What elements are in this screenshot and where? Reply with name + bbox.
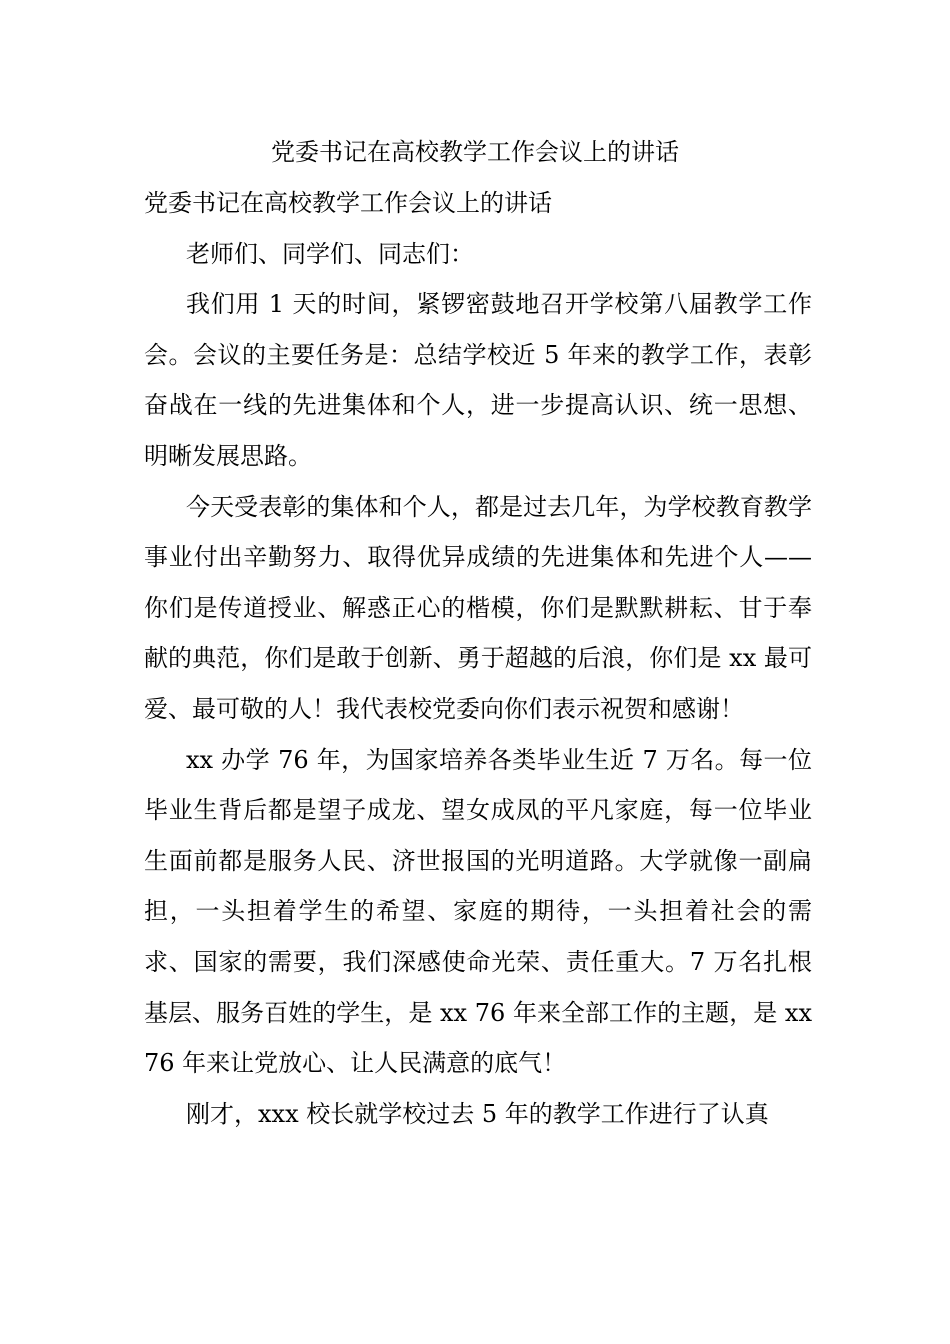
body-heading: 党委书记在高校教学工作会议上的讲话 bbox=[144, 189, 552, 217]
body-paragraph: xx 办学 76 年，为国家培养各类毕业生近 7 万名。每一位毕业生背后都是望子成龙、望女成凤的平凡家庭，每一位毕业生面前都是服务人民、济世报国的光明道路。大学就像一副扁担，一头担着学生的希望、家庭的期待，一头担着社会的需求、国家的需要，我们深感使命光荣、责任重大。7 万名扎根基层、服务百姓的学生，是 xx 76 年来全部工作的主题，是 xx 76 年来让党放心、让人民满意的底气！ bbox=[144, 745, 812, 1078]
salutation-paragraph: 老师们、同学们、同志们： bbox=[186, 239, 474, 268]
document-title: 党委书记在高校教学工作会议上的讲话 bbox=[271, 138, 679, 166]
body-paragraph: 刚才，xxx 校长就学校过去 5 年的教学工作进行了认真 bbox=[186, 1099, 769, 1128]
body-paragraph: 我们用 1 天的时间，紧锣密鼓地召开学校第八届教学工作会。会议的主要任务是：总结学校近 5 年来的教学工作，表彰奋战在一线的先进集体和个人，进一步提高认识、统一思想、明晰发展思路。 bbox=[144, 290, 812, 470]
body-paragraph: 今天受表彰的集体和个人，都是过去几年，为学校教育教学事业付出辛勤努力、取得优异成绩的先进集体和先进个人——你们是传道授业、解惑正心的楷模，你们是默默耕耘、甘于奉献的典范，你们是敢于创新、勇于超越的后浪，你们是 xx 最可爱、最可敬的人！我代表校党委向你们表示祝贺和感谢！ bbox=[144, 492, 812, 723]
document-body bbox=[144, 178, 812, 1139]
